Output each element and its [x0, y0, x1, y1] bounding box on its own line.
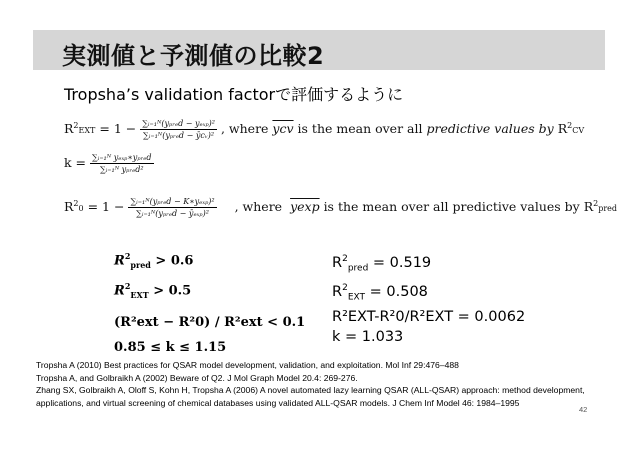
k-fraction	[90, 152, 154, 175]
r20-sub: 0	[78, 204, 84, 213]
r2ext-equals: = 1 −	[99, 121, 137, 136]
references	[36, 359, 596, 409]
k-denominator: ∑ᵢ₌₁ᴺ yₚᵣₑd²	[99, 165, 144, 174]
result-ratio: R²EXT-R²0/R²EXT = 0.0062	[332, 309, 526, 326]
result-r2pred-sub: pred	[347, 263, 369, 274]
result-r2ext	[332, 279, 525, 308]
k-numerator: ∑ᵢ₌₁ᴺ yₑₓₚ∗yₚᵣₑd	[92, 153, 152, 162]
criterion-r2ext-sub: EXT	[130, 289, 149, 300]
r2ext-description-italic: predictive values by	[426, 121, 554, 136]
r2ext-description: is the mean over all	[297, 121, 423, 136]
equation-k	[64, 152, 154, 175]
r2ext-sup: 2	[73, 120, 79, 130]
criterion-r2ext	[114, 276, 305, 306]
r2ext-sub: EXT	[78, 126, 96, 135]
equation-r2ext	[64, 118, 584, 141]
result-k: k = 1.033	[332, 328, 404, 345]
result-r2pred	[332, 250, 525, 279]
rcv-sup: 2	[567, 120, 573, 130]
r20-denominator: ∑ᵢ₌₁ᴺ(yₚᵣₑd − ȳₑₓₚ)²	[136, 209, 209, 218]
criterion-r2pred	[114, 246, 305, 276]
r2ext-symbol: R	[64, 121, 74, 136]
criterion-r2ext-relation: > 0.5	[153, 283, 192, 299]
rcv-symbol: R	[557, 121, 568, 136]
criterion-k-range: 0.85 ≤ k ≤ 1.15	[114, 339, 227, 355]
reference-item: Zhang SX, Golbraikh A, Oloff S, Kohn H, Tropsha A (2006) A novel automated lazy learning QSAR (ALL-QSAR) approach: method development, applications, and virtual screening of chemical databases using validated ALL-QSAR models. J Chem Inf Model 46: 1984–1995	[36, 385, 585, 408]
r20-description: is the mean over all predictive values by R	[323, 199, 594, 214]
r20-where: , where	[234, 199, 283, 214]
result-r2pred-sup: 2	[342, 254, 348, 264]
criteria-list	[114, 246, 305, 358]
criterion-r2pred-sub: pred	[130, 259, 151, 270]
criterion-r2pred-relation: > 0.6	[155, 253, 194, 269]
r20-fraction	[128, 196, 216, 219]
result-r2pred-value: = 0.519	[368, 254, 432, 271]
page-number: 42	[579, 405, 588, 414]
r2ext-where: , where	[220, 121, 269, 136]
result-r2pred-symbol: R	[332, 254, 343, 271]
result-r2ext-sub: EXT	[347, 292, 366, 303]
r20-sup: 2	[73, 198, 79, 208]
r20-symbol: R	[64, 199, 74, 214]
yexp-mean: yexp	[290, 199, 320, 214]
result-r2ext-symbol: R	[332, 284, 343, 301]
r2ext-denominator: ∑ᵢ₌₁ᴺ(yₚᵣₑd − ȳcᵥ)²	[143, 131, 215, 140]
criterion-r2ext-symbol: R	[114, 283, 125, 299]
rcv-sub: CV	[572, 126, 585, 135]
result-r2ext-sup: 2	[342, 283, 348, 294]
criterion-r2pred-sup: 2	[124, 251, 131, 261]
criterion-ratio: (R²ext − R²0) / R²ext < 0.1	[114, 314, 306, 330]
slide-title: 実測値と予測値の比較2	[62, 42, 325, 70]
r20-desc-sup: 2	[593, 198, 599, 208]
result-r2ext-value: = 0.508	[365, 284, 428, 301]
reference-item: Tropsha A (2010) Best practices for QSAR model development, validation, and exploitation. Mol Inf 29:476–488	[36, 360, 459, 370]
r20-numerator: ∑ᵢ₌₁ᴺ(yₚᵣₑd − K∗yₑₓₚ)²	[130, 197, 215, 206]
ycv-mean: $\overline{ycv}$	[272, 121, 294, 136]
r2ext-numerator: ∑ᵢ₌₁ᴺ(yₚᵣₑd − yₑₓₚ)²	[142, 119, 215, 128]
r20-desc-sub: pred	[598, 204, 618, 213]
slide-subtitle: Tropsha’s validation factorで評価するように	[64, 85, 404, 104]
r2ext-fraction	[140, 118, 217, 141]
results-block	[332, 250, 525, 347]
reference-item: Tropsha A, and Golbraikh A (2002) Beware of Q2. J Mol Graph Model 20.4: 269-276.	[36, 372, 358, 383]
criterion-r2pred-symbol: R	[114, 253, 125, 269]
criterion-r2ext-sup: 2	[124, 280, 131, 291]
k-symbol: k =	[64, 155, 87, 170]
r20-equals: = 1 −	[87, 199, 125, 214]
equation-r20	[64, 196, 617, 219]
